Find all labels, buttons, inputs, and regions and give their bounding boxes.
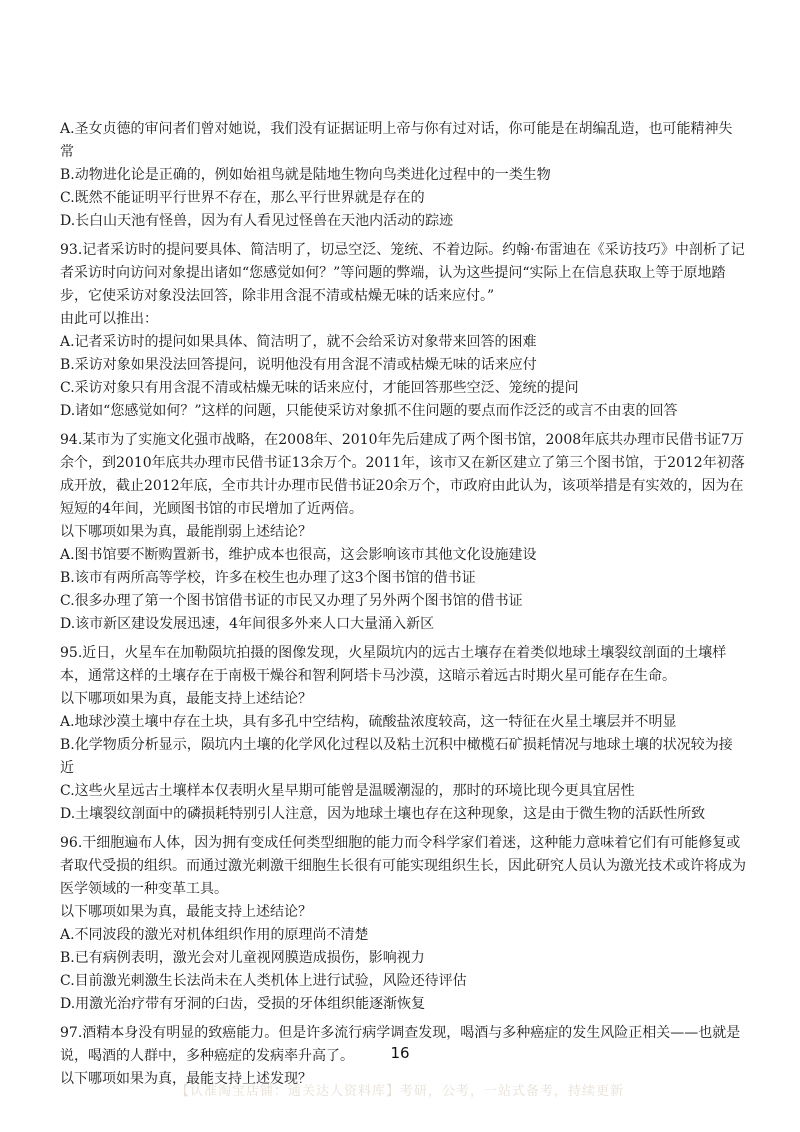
option-c: C.这些火星远古土壤样本仅表明火星早期可能曾是温暖潮湿的，那时的环境比现今更具宜居性 <box>60 783 635 799</box>
option-d: D.该市新区建设发展迅速，4年间很多外来人口大量涌入新区 <box>60 616 435 632</box>
question-stem: 93.记者采访时的提问要具体、简洁明了，切忌空泛、笼统、不着边际。约翰·布雷迪在《采访技巧》中剖析了记者采访时向访问对象提出诸如“您感觉如何？”等问题的弊端，认为这些提问“实际上在信息获取上等于原地踏步，它使采访对象没法回答，除非用含混不清或枯燥无味的话来应付。” <box>60 242 745 304</box>
question-prompt: 以下哪项如果为真，最能支持上述结论？ <box>60 904 312 920</box>
option-b: B.该市有两所高等学校，许多在校生也办理了这3个图书馆的借书证 <box>60 570 476 586</box>
question-prompt: 由此可以推出： <box>60 311 158 327</box>
option-d: D.土壤裂纹剖面中的磷损耗特别引人注意，因为地球土壤也存在这种现象，这是由于微生物的活跃性所致 <box>60 806 706 822</box>
question-stem: 95.近日，火星车在加勒陨坑拍摄的图像发现，火星陨坑内的远古土壤存在着类似地球土壤裂纹剖面的土壤样本，通常这样的土壤存在于南极干燥谷和智利阿塔卡马沙漠，这暗示着远古时期火星可能存在生命。 <box>60 645 727 684</box>
option-d: D.长白山天池有怪兽，因为有人看见过怪兽在天池内活动的踪迹 <box>60 213 454 229</box>
option-b: B.动物进化论是正确的，例如始祖鸟就是陆地生物向鸟类进化过程中的一类生物 <box>60 167 551 183</box>
option-c: C.目前激光刺激生长法尚未在人类机体上进行试验，风险还待评估 <box>60 973 467 989</box>
page-number: 16 <box>390 1044 410 1062</box>
option-a: A.不同波段的激光对机体组织作用的原理尚不清楚 <box>60 927 369 943</box>
question-93 <box>60 239 746 423</box>
option-a: A.记者采访时的提问如果具体、简洁明了，就不会给采访对象带来回答的困难 <box>60 334 537 350</box>
option-c: C.既然不能证明平行世界不存在，那么平行世界就是存在的 <box>60 190 425 206</box>
option-a: A.地球沙漠土壤中存在土块，具有多孔中空结构，硫酸盐浓度较高，这一特征在火星土壤层并不明显 <box>60 714 677 730</box>
watermark-text: 【认准淘宝店铺：通关达人资料库】考研，公考，一站式备考，持续更新 <box>175 1084 624 1099</box>
question-stem: 96.干细胞遍布人体，因为拥有变成任何类型细胞的能力而令科学家们着迷，这种能力意味着它们有可能修复或者取代受损的组织。而通过激光刺激干细胞生长很有可能实现组织生长，因此研究人员认为激光技术或许将成为医学领域的一种变革工具。 <box>60 835 746 897</box>
option-c: C.采访对象只有用含混不清或枯燥无味的话来应付，才能回答那些空泛、笼统的提问 <box>60 380 579 396</box>
question-stem: 97.酒精本身没有明显的致癌能力。但是许多流行病学调查发现，喝酒与多种癌症的发生风险正相关——也就是说，喝酒的人群中，多种癌症的发病率升高了。 <box>60 1025 741 1064</box>
option-c: C.很多办理了第一个图书馆借书证的市民又办理了另外两个图书馆的借书证 <box>60 593 523 609</box>
question-96 <box>60 832 746 1016</box>
question-prompt: 以下哪项如果为真，最能支持上述发现？ <box>60 1071 312 1087</box>
question-stem: 94.某市为了实施文化强市战略，在2008年、2010年先后建成了两个图书馆，2008年底共办理市民借书证7万余个，到2010年底共办理市民借书证13余万个。2011年，该市又在新区建立了第三个图书馆，于2012年初落成开放，截止2012年底，全市共计办理市民借书证20余万个，市政府由此认为，该项举措是有实效的，因为在短短的4年间，光顾图书馆的市民增加了近两倍。 <box>60 432 745 517</box>
option-b: B.已有病例表明，激光会对儿童视网膜造成损伤，影响视力 <box>60 950 425 966</box>
question-94 <box>60 429 746 636</box>
option-a: A.圣女贞德的审问者们曾对她说，我们没有证据证明上帝与你有过对话，你可能是在胡编乱造，也可能精神失常 <box>60 121 733 160</box>
content-area <box>60 118 746 1091</box>
question-prompt: 以下哪项如果为真，最能削弱上述结论？ <box>60 524 312 540</box>
option-b: B.采访对象如果没法回答提问，说明他没有用含混不清或枯燥无味的话来应付 <box>60 357 537 373</box>
question-95 <box>60 642 746 826</box>
option-a: A.图书馆要不断购置新书，维护成本也很高，这会影响该市其他文化设施建设 <box>60 547 537 563</box>
question-prompt: 以下哪项如果为真，最能支持上述结论？ <box>60 691 312 707</box>
option-b: B.化学物质分析显示，陨坑内土壤的化学风化过程以及粘土沉积中橄榄石矿损耗情况与地球土壤的状况较为接近 <box>60 737 733 776</box>
option-d: D.诸如“您感觉如何？”这样的问题，只能使采访对象抓不住问题的要点而作泛泛的或言不由衷的回答 <box>60 403 678 419</box>
prev-question-options <box>60 118 746 233</box>
option-d: D.用激光治疗带有牙洞的臼齿，受损的牙体组织能逐渐恢复 <box>60 996 426 1012</box>
